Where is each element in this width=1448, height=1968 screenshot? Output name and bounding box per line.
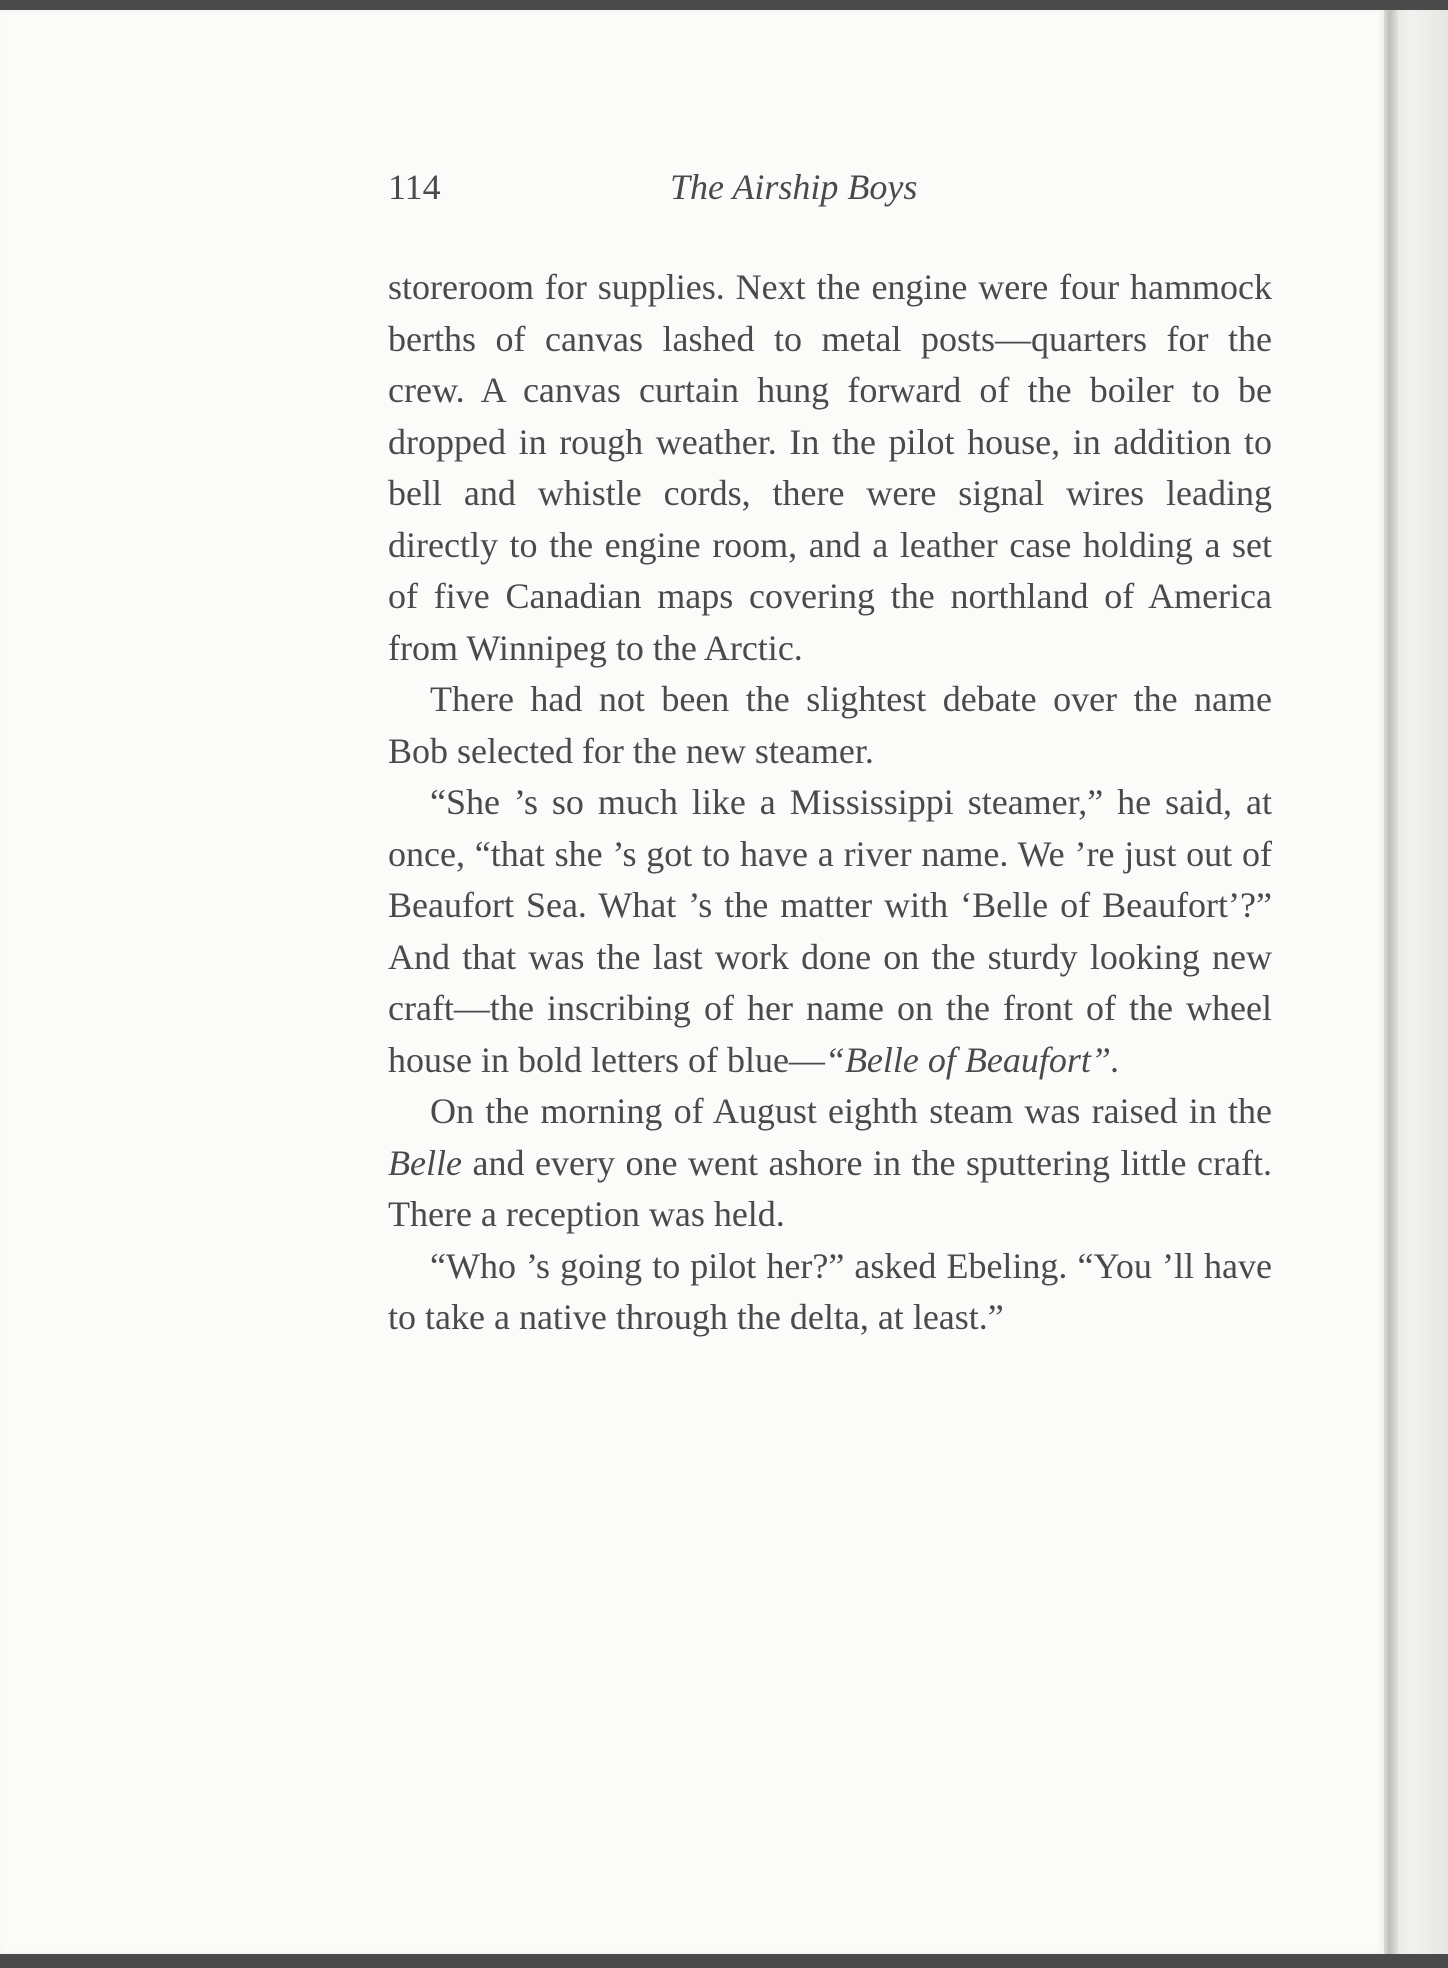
scan-frame <box>0 10 1448 1954</box>
paragraph-4-text-before: On the morning of August eighth steam was raised in the <box>430 1091 1272 1131</box>
running-head <box>388 166 1268 218</box>
paragraph-3-italic: “Belle of Beaufort”. <box>824 1039 1120 1080</box>
paragraph-4-italic: Belle <box>388 1142 462 1183</box>
paragraph-5: “Who ’s going to pilot her?” asked Ebeling. “You ’ll have to take a native through the delta, at least.” <box>388 1245 1272 1337</box>
body-text <box>388 262 1272 1344</box>
book-title: The Airship Boys <box>670 167 918 207</box>
paragraph-4 <box>388 1086 1272 1241</box>
paragraph-2: There had not been the slightest debate over the name Bob selected for the new steamer. <box>388 679 1272 771</box>
page-edge-shadow <box>1384 10 1398 1954</box>
page-number: 114 <box>388 167 441 207</box>
paragraph-3-text: “She ’s so much like a Mississippi steamer,” he said, at once, “that she ’s got to have a river name. We ’re just out of Beaufort Sea. What ’s the matter with ‘Belle of Beaufort’?” And that was the last work done on the sturdy looking new craft—the inscribing of her name on the front of the wheel house in bold letters of blue— <box>388 782 1272 1080</box>
paragraph-1: storeroom for supplies. Next the engine were four hammock berths of canvas lashed to metal posts—quarters for the crew. A canvas curtain hung forward of the boiler to be dropped in rough weather. In the pilot house, in addition to bell and whistle cords, there were signal wires leading directly to the engine room, and a leather case holding a set of five Canadian maps covering the northland of America from Winnipeg to the Arctic. <box>388 267 1272 668</box>
book-page <box>0 10 1384 1954</box>
page-edge-stack <box>1398 10 1448 1954</box>
paragraph-3 <box>388 777 1272 1086</box>
paragraph-4-text-after: and every one went ashore in the sputtering little craft. There a reception was held. <box>388 1142 1272 1234</box>
